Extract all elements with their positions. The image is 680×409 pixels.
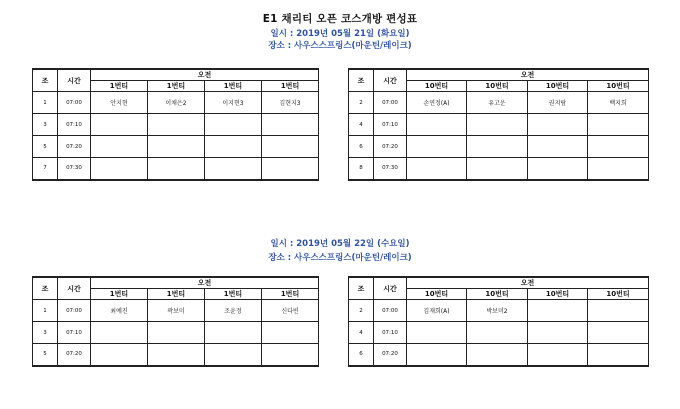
session-header: 오전 [407,69,649,81]
tee-time: 07:20 [374,344,407,366]
player-cell [205,158,262,180]
player-cell [148,136,205,158]
tee-time: 07:10 [374,322,407,344]
player-cell [205,322,262,344]
tee-time: 07:20 [374,136,407,158]
player-cell [91,158,148,180]
player-cell [262,158,319,180]
tee-time: 07:10 [374,114,407,136]
player-cell [262,136,319,158]
player-cell [467,322,528,344]
player-cell [588,344,649,366]
player-cell: 이지현3 [205,92,262,114]
player-cell [467,114,528,136]
tee-time: 07:00 [374,300,407,322]
group-number: 3 [33,114,58,136]
table-row [33,92,319,114]
col-header-no: 조 [33,277,58,300]
table-row [33,114,319,136]
player-cell [262,344,319,366]
tee-header: 1번티 [91,289,148,300]
tee-time: 07:10 [58,322,91,344]
player-cell [528,158,588,180]
col-header-no: 조 [349,277,374,300]
player-cell [588,136,649,158]
col-header-no: 조 [349,69,374,92]
player-cell [467,158,528,180]
group-number: 5 [33,136,58,158]
tee-header: 10번티 [588,81,649,92]
player-cell: 조윤정 [205,300,262,322]
table-row [349,344,649,366]
player-cell [148,322,205,344]
player-cell [205,114,262,136]
tee-header: 1번티 [262,289,319,300]
col-header-time: 시간 [374,277,407,300]
group-number: 7 [33,158,58,180]
table-row [349,158,649,180]
table-row [349,300,649,322]
player-cell: 손연정(A) [407,92,467,114]
tee-header: 1번티 [91,81,148,92]
tee-header: 1번티 [205,81,262,92]
player-cell [148,344,205,366]
player-cell [588,158,649,180]
tee-time: 07:30 [374,158,407,180]
group-number: 2 [349,300,374,322]
group-number: 6 [349,136,374,158]
group-number: 1 [33,300,58,322]
table-row [349,322,649,344]
block-2-place: 장소 : 사우스스프링스(마운틴/레이크) [268,253,412,263]
schedule-table-day2-tee1 [32,276,319,367]
player-cell [407,322,467,344]
table-row [349,114,649,136]
player-cell [528,344,588,366]
player-cell: 박보미2 [467,300,528,322]
tee-time: 07:20 [58,136,91,158]
player-cell [528,300,588,322]
tee-header: 1번티 [262,81,319,92]
col-header-time: 시간 [58,69,91,92]
group-number: 4 [349,322,374,344]
session-header: 오전 [91,69,319,81]
group-number: 4 [349,114,374,136]
table-row [33,344,319,366]
player-cell [205,344,262,366]
player-cell [91,322,148,344]
player-cell [262,322,319,344]
table-row [33,158,319,180]
tee-header: 1번티 [148,81,205,92]
group-number: 5 [33,344,58,366]
group-number: 6 [349,344,374,366]
player-cell: 이채은2 [148,92,205,114]
player-cell [205,136,262,158]
player-cell [528,136,588,158]
player-cell [407,158,467,180]
player-cell: 안지현 [91,92,148,114]
session-header: 오전 [407,277,649,289]
tee-time: 07:30 [58,158,91,180]
table-row [33,300,319,322]
tee-time: 07:00 [58,92,91,114]
schedule-table-day2-tee10 [348,276,649,367]
player-cell [588,114,649,136]
tee-header: 10번티 [588,289,649,300]
block-1-date: 일시 : 2019년 05월 21일 (화요일) [270,29,410,39]
player-cell: 김재희(A) [407,300,467,322]
schedule-table-day1-tee10 [348,68,649,181]
tee-header: 10번티 [407,289,467,300]
player-cell [148,114,205,136]
player-cell [528,114,588,136]
player-cell [91,114,148,136]
player-cell [262,114,319,136]
tee-header: 10번티 [467,81,528,92]
player-cell [91,136,148,158]
tee-time: 07:00 [374,92,407,114]
block-1-place: 장소 : 사우스스프링스(마운틴/레이크) [268,41,412,51]
player-cell [588,322,649,344]
player-cell [467,344,528,366]
tee-header: 10번티 [407,81,467,92]
tee-header: 10번티 [528,289,588,300]
player-cell [407,136,467,158]
player-cell [148,158,205,180]
player-cell: 최예진 [91,300,148,322]
player-cell: 곽보미 [148,300,205,322]
tee-time: 07:00 [58,300,91,322]
tee-header: 10번티 [528,81,588,92]
table-row [33,136,319,158]
group-number: 8 [349,158,374,180]
player-cell [528,322,588,344]
player-cell: 김현지3 [262,92,319,114]
col-header-no: 조 [33,69,58,92]
tee-header: 1번티 [148,289,205,300]
tee-header: 10번티 [467,289,528,300]
player-cell [91,344,148,366]
group-number: 1 [33,92,58,114]
tee-time: 07:20 [58,344,91,366]
group-number: 2 [349,92,374,114]
player-cell [588,300,649,322]
session-header: 오전 [91,277,319,289]
player-cell: 백지희 [588,92,649,114]
col-header-time: 시간 [374,69,407,92]
player-cell: 신다빈 [262,300,319,322]
tee-header: 1번티 [205,289,262,300]
table-row [349,136,649,158]
player-cell: 권지람 [528,92,588,114]
player-cell [407,114,467,136]
tee-time: 07:10 [58,114,91,136]
schedule-table-day1-tee1 [32,68,319,181]
col-header-time: 시간 [58,277,91,300]
table-row [33,322,319,344]
player-cell [467,136,528,158]
block-2-date: 일시 : 2019년 05월 22일 (수요일) [270,239,410,249]
player-cell: 유고운 [467,92,528,114]
group-number: 3 [33,322,58,344]
player-cell [407,344,467,366]
table-row [349,92,649,114]
page-title: E1 채리티 오픈 코스개방 편성표 [262,13,418,25]
